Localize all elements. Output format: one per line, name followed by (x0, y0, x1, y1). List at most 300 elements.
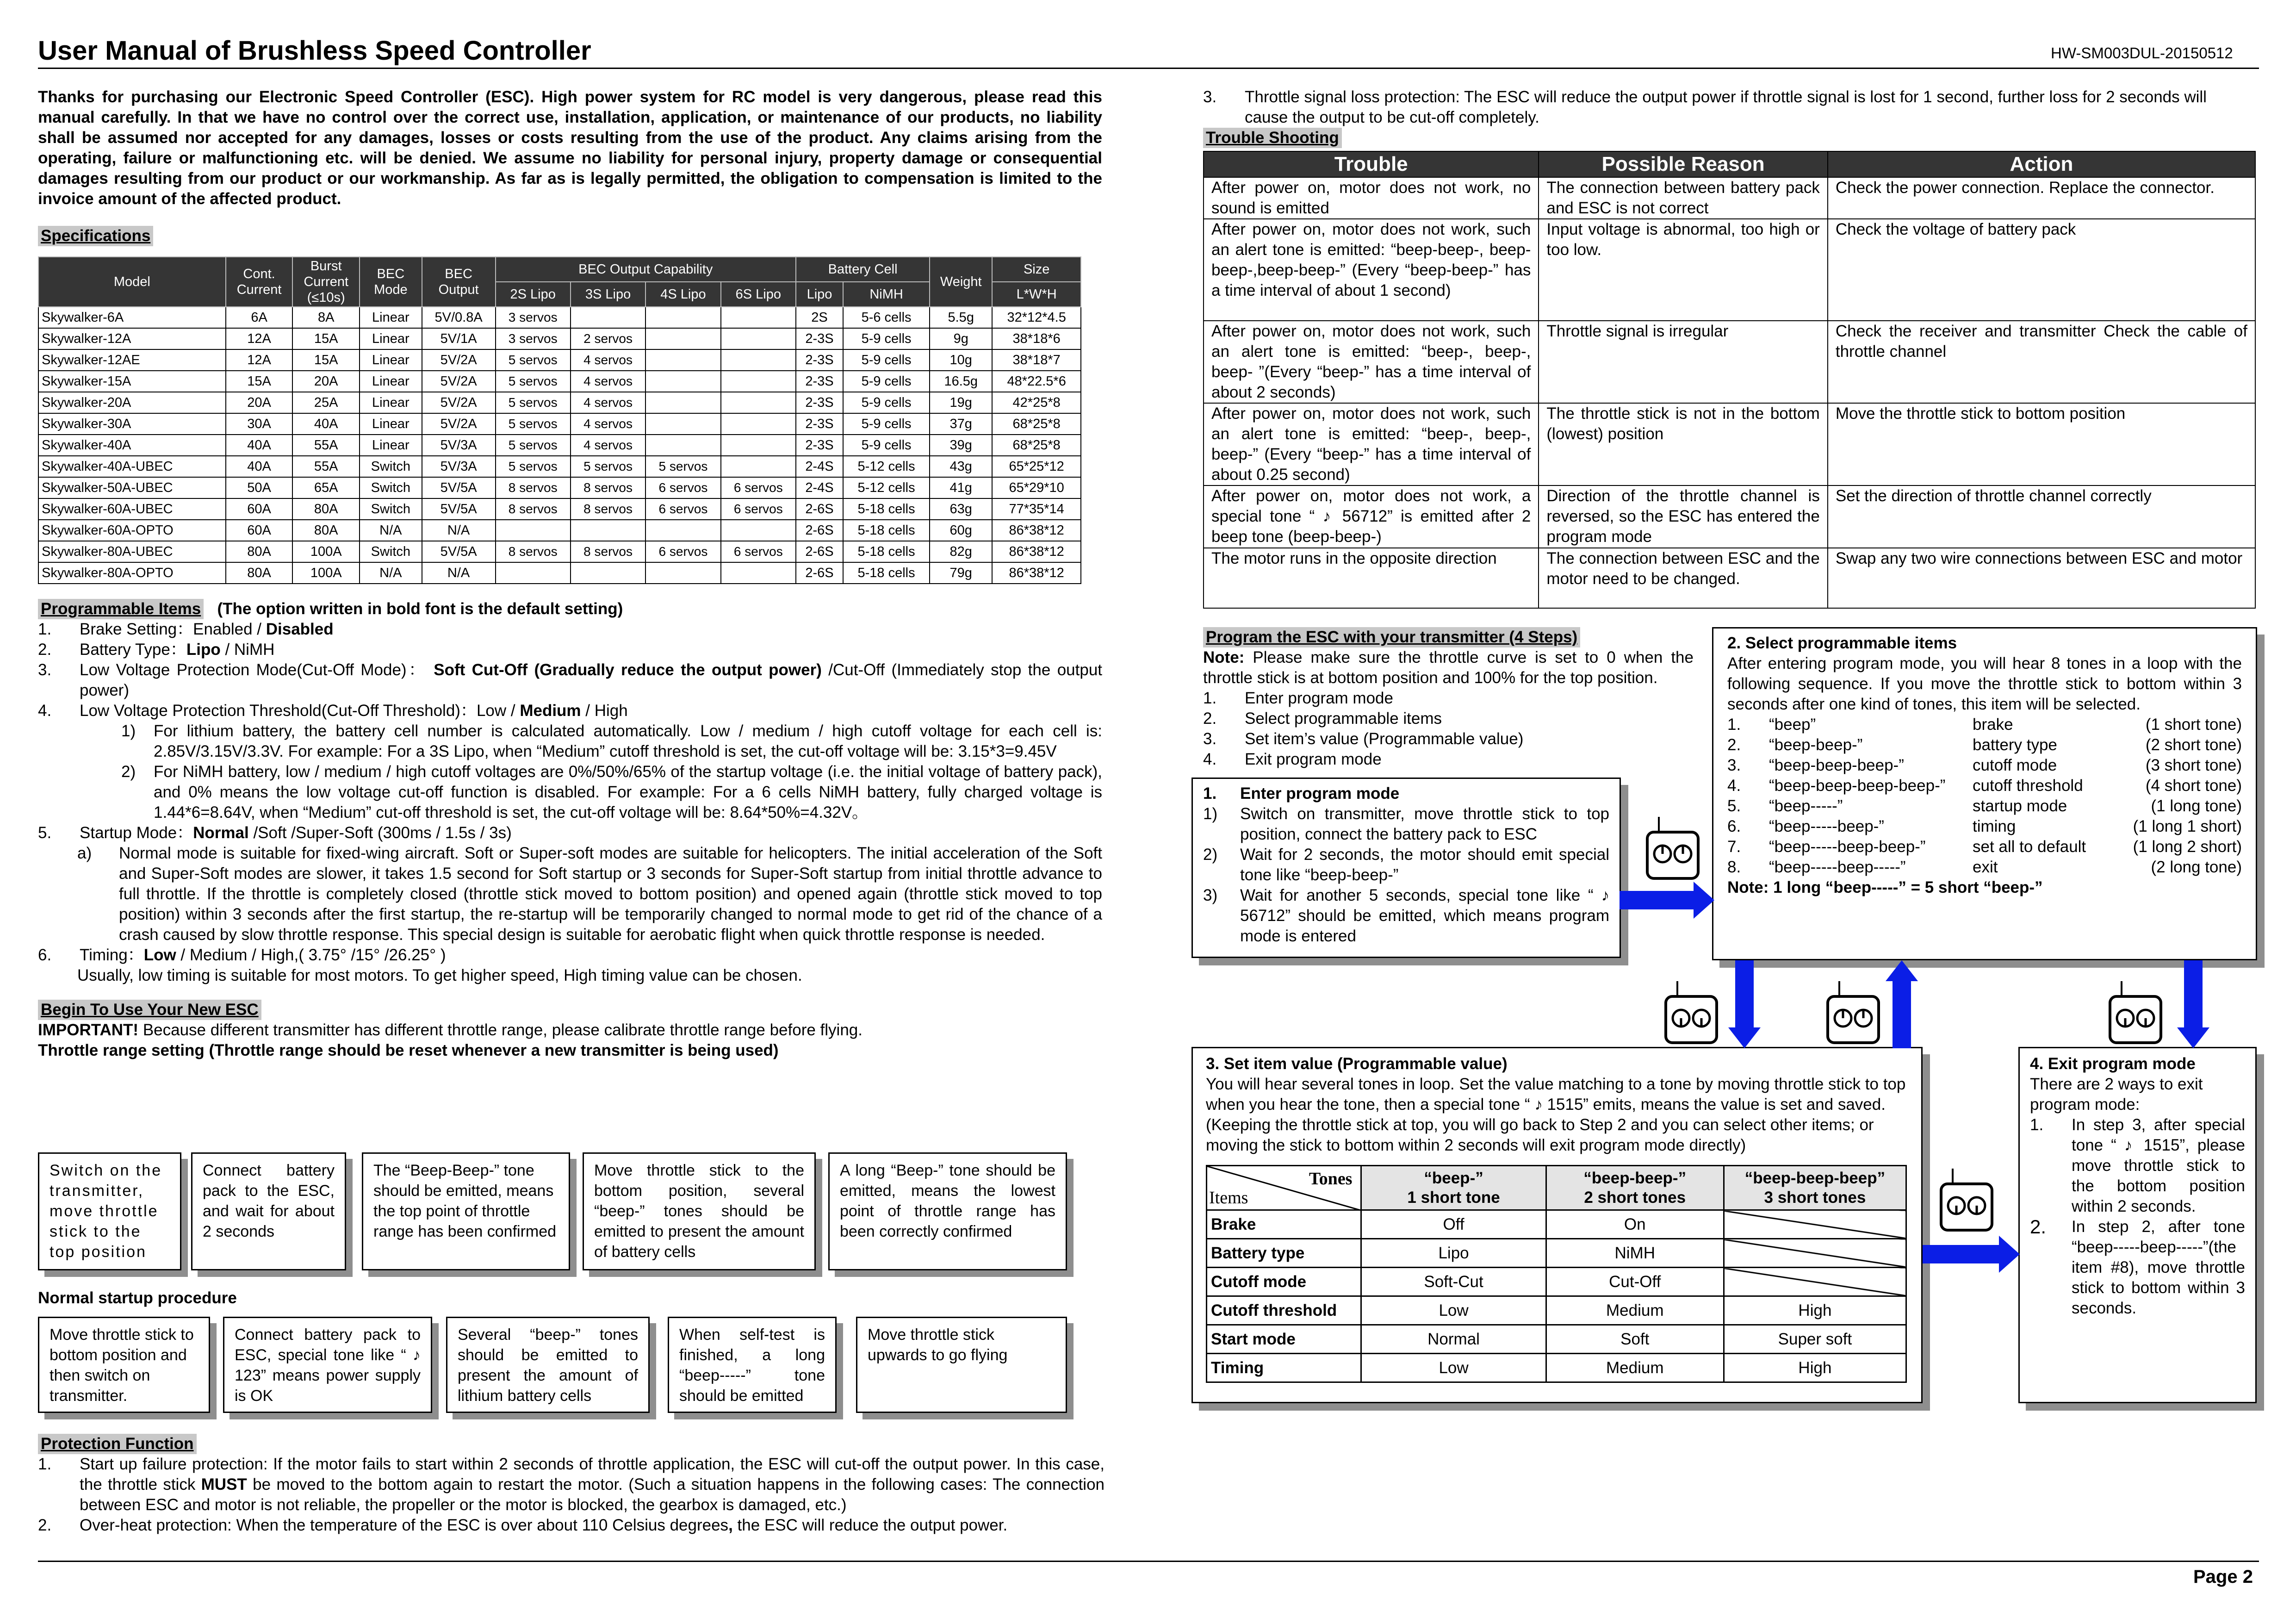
spec-cell: 2-6S (796, 498, 843, 520)
select-item: 3. “beep-beep-beep-” cutoff mode (3 short tone) (1727, 756, 2242, 774)
tones-value-cell: Low (1361, 1296, 1546, 1325)
reason-cell: The connection between ESC and the motor need to be changed. (1539, 548, 1827, 608)
spec-cell: 5-9 cells (843, 349, 930, 371)
exit-method-2: 2. In step 2, after tone “beep-----beep-----”(the item #8), move throttle stick to bottom within 3 seconds. (2030, 1216, 2245, 1317)
spec-cell (645, 371, 720, 392)
arrow-right-2 (1923, 1236, 2022, 1273)
transmitter-icon (2108, 979, 2163, 1048)
protection-item-1: 1. Start up failure protection: If the motor fails to start within 2 seconds of throttle application, the ESC will cut-off the output power. In this case, the throttle stick MUST be moved to the bottom again to restart the motor. (Such a situation happens in the following cases: The connection between ESC and motor is not reliable, the propeller or the motor is blocked, the gearbox is damaged, etc.) (38, 1455, 1105, 1514)
spec-cell: 25A (292, 392, 360, 413)
items-label: Items (1209, 1188, 1248, 1207)
th-4s: 4S Lipo (645, 282, 720, 307)
select-item: 6. “beep-----beep-” timing (1 long 1 short) (1727, 817, 2242, 835)
reason-cell: Input voltage is abnormal, too high or too low. (1539, 219, 1827, 321)
spec-cell: 100A (292, 541, 360, 562)
spec-cell: 5 servos (496, 435, 571, 456)
spec-model-cell: Skywalker-30A (38, 413, 226, 435)
spec-cell: 5-9 cells (843, 392, 930, 413)
range-step-5: A long “Beep-” tone should be emitted, means the lowest point of throttle range has been correctly confirmed (828, 1152, 1067, 1270)
tones-item-cell: Start mode (1207, 1325, 1361, 1354)
normal-step-4: When self-test is finished, a long “beep-----” tone should be emitted (668, 1317, 837, 1413)
select-item: 7. “beep-----beep-beep-” set all to default (1 long 2 short) (1727, 838, 2242, 856)
th-6s: 6S Lipo (721, 282, 796, 307)
trouble-cell: After power on, motor does not work, no sound is emitted (1204, 177, 1539, 219)
th-lipo: Lipo (796, 282, 843, 307)
spec-cell (721, 392, 796, 413)
spec-cell: 5-6 cells (843, 307, 930, 328)
tones-item-cell: Cutoff mode (1207, 1268, 1361, 1296)
spec-cell (645, 562, 720, 584)
protection-heading: Protection Function (38, 1434, 197, 1454)
spec-cell: N/A (360, 562, 422, 584)
spec-cell: 6 servos (645, 477, 720, 498)
select-item: 2. “beep-beep-” battery type (2 short tone) (1727, 736, 2242, 754)
spec-row (38, 349, 1081, 371)
spec-cell: 5V/2A (422, 371, 496, 392)
right-column (1203, 87, 2253, 609)
spec-cell: 5-9 cells (843, 435, 930, 456)
spec-cell: 80A (226, 562, 293, 584)
th-tone-3: “beep-beep-beep” 3 short tones (1724, 1166, 1906, 1210)
spec-cell: 5V/2A (422, 392, 496, 413)
th-lwh: L*W*H (992, 282, 1081, 307)
th-size: Size (992, 257, 1081, 282)
tones-value-cell: High (1724, 1354, 1906, 1382)
spec-cell: 5-18 cells (843, 541, 930, 562)
spec-cell: Switch (360, 477, 422, 498)
spec-cell: Linear (360, 349, 422, 371)
spec-cell: 5-9 cells (843, 413, 930, 435)
select-intro: After entering program mode, you will hear 8 tones in a loop with the following sequence. If you move the throttle stick to bottom within 3 seconds after one kind of tones, this item will be selected. (1727, 654, 2242, 713)
spec-cell: 86*38*12 (992, 541, 1081, 562)
program-step-1: 1. Enter program mode (1203, 689, 1393, 707)
spec-model-cell: Skywalker-60A-OPTO (38, 520, 226, 541)
program-intro: Program the ESC with your transmitter (4 Steps) Note: Please make sure the throttle curve is set to 0 when the throttle stick is at bottom position and 100% for the top position. 1. Enter program mode 2. Select programmable items 3. Set item’s value (Programmable value) 4. Exit program mode (1203, 627, 1694, 770)
header-rule (38, 68, 2259, 69)
spec-row (38, 477, 1081, 498)
spec-cell: N/A (360, 520, 422, 541)
spec-cell: 5V/3A (422, 435, 496, 456)
prog-item-4-sub-1: 1) For lithium battery, the battery cell number is calculated automatically. Low / medium / high cutoff voltage for each cell is: 2.85V/3.15V/3.3V. For example: For a 3S Lipo, when “Medium” cutoff threshold is set, the cut-off voltage will be: 3.15*3=9.45V (121, 722, 1102, 760)
page-number: Page 2 (2193, 1567, 2253, 1587)
spec-cell: Linear (360, 392, 422, 413)
exit-intro: There are 2 ways to exit program mode: (2030, 1075, 2203, 1114)
spec-cell: 20A (226, 392, 293, 413)
spec-cell: 15A (292, 328, 360, 349)
spec-cell: 4 servos (571, 371, 645, 392)
range-step-2: Connect battery pack to the ESC, and wait for about 2 seconds (191, 1152, 346, 1270)
th-bec-output: BEC Output (422, 257, 496, 307)
normal-step-5: Move throttle stick upwards to go flying (856, 1317, 1067, 1413)
tones-value-cell: Cut-Off (1546, 1268, 1724, 1296)
spec-cell: Linear (360, 307, 422, 328)
trouble-cell: After power on, motor does not work, such an alert tone is emitted: “beep-, beep-, beep-” (Every “beep-” has a time interval of about 0.25 second) (1204, 403, 1539, 485)
spec-cell: 5 servos (496, 456, 571, 477)
spec-cell: 39g (930, 435, 992, 456)
spec-cell: 38*18*7 (992, 349, 1081, 371)
spec-row (38, 307, 1081, 328)
spec-cell: 5-18 cells (843, 520, 930, 541)
spec-cell (645, 520, 720, 541)
enter-step-2: 2) Wait for 2 seconds, the motor should emit special tone like “beep-beep-” (1203, 846, 1609, 884)
reason-cell: The throttle stick is not in the bottom (lowest) position (1539, 403, 1827, 485)
th-reason: Possible Reason (1539, 151, 1827, 177)
tones-value-cell (1724, 1239, 1906, 1268)
range-step-4: Move throttle stick to the bottom position, several “beep-” tones should be emitted to present the amount of battery cells (583, 1152, 816, 1270)
programmable-note: (The option written in bold font is the default setting) (217, 600, 623, 618)
prog-item-6-note: Usually, low timing is suitable for most motors. To get higher speed, High timing value can be chosen. (77, 966, 802, 984)
tones-value-cell: Soft-Cut (1361, 1268, 1546, 1296)
spec-cell: N/A (422, 562, 496, 584)
spec-cell: 9g (930, 328, 992, 349)
tones-row (1207, 1239, 1906, 1268)
spec-cell: 5-12 cells (843, 456, 930, 477)
spec-cell: 30A (226, 413, 293, 435)
spec-cell: 5V/5A (422, 498, 496, 520)
arrow-up-1 (1886, 960, 1918, 1051)
spec-cell: Switch (360, 498, 422, 520)
trouble-heading: Trouble Shooting (1203, 128, 1342, 148)
trouble-row (1204, 548, 2255, 608)
spec-cell: 65*29*10 (992, 477, 1081, 498)
tones-item-cell: Brake (1207, 1210, 1361, 1239)
spec-cell: 6 servos (721, 541, 796, 562)
program-step-4: 4. Exit program mode (1203, 750, 1382, 768)
spec-cell: 2-3S (796, 435, 843, 456)
spec-cell (571, 562, 645, 584)
set-value-box (1191, 1047, 1923, 1403)
spec-cell: 8 servos (571, 541, 645, 562)
prog-item-1: 1. Brake Setting：Enabled / Disabled (38, 620, 334, 638)
enter-program-box: 1. Enter program mode 1) Switch on transmitter, move throttle stick to top position, connect the battery pack to ESC 2) Wait for 2 seconds, the motor should emit special tone like “beep-beep-” 3) Wait for another 5 seconds, special tone like “ ♪ 56712” should be emitted, which means program mode is entered (1191, 778, 1621, 958)
spec-cell: 5V/1A (422, 328, 496, 349)
arrow-down-1 (1728, 960, 1761, 1051)
spec-cell (721, 349, 796, 371)
spec-cell: 48*22.5*6 (992, 371, 1081, 392)
spec-cell: 80A (226, 541, 293, 562)
exit-title: 4. Exit program mode (2030, 1055, 2196, 1073)
spec-cell: 86*38*12 (992, 562, 1081, 584)
arrow-right-1 (1620, 882, 1717, 919)
spec-cell: Linear (360, 435, 422, 456)
tones-value-cell: On (1546, 1210, 1724, 1239)
spec-cell: 65*25*12 (992, 456, 1081, 477)
spec-cell: 60A (226, 498, 293, 520)
spec-cell: 2-3S (796, 349, 843, 371)
spec-cell: Linear (360, 328, 422, 349)
tones-table (1206, 1165, 1907, 1383)
spec-row (38, 328, 1081, 349)
th-model: Model (38, 257, 226, 307)
spec-cell: Switch (360, 456, 422, 477)
spec-cell: 8A (292, 307, 360, 328)
spec-cell: N/A (422, 520, 496, 541)
tones-label: Tones (1309, 1169, 1353, 1188)
trouble-row (1204, 485, 2255, 548)
spec-cell: 80A (292, 520, 360, 541)
spec-cell: 2-4S (796, 456, 843, 477)
select-title: 2. Select programmable items (1727, 634, 1957, 652)
spec-cell: 4 servos (571, 413, 645, 435)
transmitter-icon (1663, 979, 1719, 1048)
trouble-row (1204, 321, 2255, 403)
spec-cell: 8 servos (496, 477, 571, 498)
range-step-1: Switch on the transmitter, move throttle stick to the top position (38, 1152, 181, 1270)
spec-cell: 5V/5A (422, 477, 496, 498)
spec-model-cell: Skywalker-20A (38, 392, 226, 413)
trouble-row (1204, 219, 2255, 321)
spec-cell: 5V/5A (422, 541, 496, 562)
spec-cell: 6 servos (645, 498, 720, 520)
spec-cell: 5-18 cells (843, 498, 930, 520)
reason-cell: Throttle signal is irregular (1539, 321, 1827, 403)
spec-cell: 63g (930, 498, 992, 520)
spec-cell: 32*12*4.5 (992, 307, 1081, 328)
spec-row (38, 520, 1081, 541)
spec-cell: 6 servos (721, 477, 796, 498)
spec-cell: 6 servos (645, 541, 720, 562)
spec-cell (645, 392, 720, 413)
spec-cell: 2-3S (796, 392, 843, 413)
spec-row (38, 435, 1081, 456)
spec-cell: 12A (226, 349, 293, 371)
spec-cell (571, 520, 645, 541)
spec-cell: 77*35*14 (992, 498, 1081, 520)
spec-row (38, 562, 1081, 584)
spec-cell: 5 servos (496, 371, 571, 392)
th-bec-mode: BEC Mode (360, 257, 422, 307)
prog-item-2: 2. Battery Type：Lipo / NiMH (38, 641, 275, 659)
reason-cell: The connection between battery pack and ESC is not correct (1539, 177, 1827, 219)
spec-model-cell: Skywalker-80A-UBEC (38, 541, 226, 562)
spec-cell: 2S (796, 307, 843, 328)
select-item: 5. “beep-----” startup mode (1 long tone) (1727, 797, 2242, 815)
left-column (38, 87, 1102, 1061)
spec-cell: 15A (292, 349, 360, 371)
select-item: 1. “beep” brake (1 short tone) (1727, 716, 2242, 734)
spec-cell (571, 307, 645, 328)
enter-step-1: 1) Switch on transmitter, move throttle stick to top position, connect the battery pack to ESC (1203, 805, 1609, 843)
spec-cell: 55A (292, 435, 360, 456)
trouble-row (1204, 403, 2255, 485)
spec-cell: 40A (226, 435, 293, 456)
spec-cell (721, 307, 796, 328)
spec-cell: 42*25*8 (992, 392, 1081, 413)
transmitter-icon (1645, 815, 1700, 884)
spec-cell: 2-3S (796, 413, 843, 435)
tones-value-cell: Lipo (1361, 1239, 1546, 1268)
spec-cell: 60A (226, 520, 293, 541)
th-battery-cell: Battery Cell (796, 257, 930, 282)
transmitter-icon (1939, 1166, 1994, 1236)
th-action: Action (1828, 151, 2255, 177)
prog-item-4: 4. Low Voltage Protection Threshold(Cut-Off Threshold)：Low / Medium / High (38, 702, 628, 720)
prog-item-5: 5. Startup Mode：Normal /Soft /Super-Soft (300ms / 1.5s / 3s) (38, 824, 512, 842)
enter-step-3: 3) Wait for another 5 seconds, special tone like “ ♪ 56712” should be emitted, which means program mode is entered (1203, 886, 1609, 945)
select-note: Note: 1 long “beep-----” = 5 short “beep-” (1727, 878, 2043, 896)
spec-cell: 68*25*8 (992, 413, 1081, 435)
spec-model-cell: Skywalker-12AE (38, 349, 226, 371)
prog-item-6: 6. Timing：Low / Medium / High,( 3.75° /15° /26.25° ) (38, 946, 446, 964)
range-step-3: The “Beep-Beep-” tone should be emitted, means the top point of throttle range has been confirmed (362, 1152, 570, 1270)
spec-cell: 2-4S (796, 477, 843, 498)
spec-cell: 5V/3A (422, 456, 496, 477)
tones-item-cell: Battery type (1207, 1239, 1361, 1268)
spec-model-cell: Skywalker-50A-UBEC (38, 477, 226, 498)
spec-cell: 4 servos (571, 435, 645, 456)
spec-cell: 5V/2A (422, 349, 496, 371)
specifications-heading: Specifications (38, 226, 153, 246)
tones-row (1207, 1268, 1906, 1296)
spec-cell: 40A (226, 456, 293, 477)
spec-cell: 6A (226, 307, 293, 328)
spec-cell: 5-18 cells (843, 562, 930, 584)
tones-row (1207, 1210, 1906, 1239)
action-cell: Check the power connection. Replace the connector. (1828, 177, 2255, 219)
spec-cell (721, 520, 796, 541)
spec-cell: 38*18*6 (992, 328, 1081, 349)
tones-value-cell: NiMH (1546, 1239, 1724, 1268)
program-heading: Program the ESC with your transmitter (4 Steps) (1203, 627, 1580, 647)
spec-cell (721, 371, 796, 392)
tones-value-cell: Soft (1546, 1325, 1724, 1354)
spec-cell: 5V/2A (422, 413, 496, 435)
action-cell: Check the receiver and transmitter Check the cable of throttle channel (1828, 321, 2255, 403)
spec-cell: 2 servos (571, 328, 645, 349)
spec-cell: 4 servos (571, 392, 645, 413)
th-cont: Cont. Current (226, 257, 293, 307)
select-item: 4. “beep-beep-beep-beep-” cutoff threshold (4 short tone) (1727, 777, 2242, 795)
spec-cell: 80A (292, 498, 360, 520)
action-cell: Set the direction of throttle channel correctly (1828, 485, 2255, 548)
spec-cell: 5 servos (496, 349, 571, 371)
th-burst: Burst Current (≤10s) (292, 257, 360, 307)
tones-row (1207, 1325, 1906, 1354)
spec-model-cell: Skywalker-40A (38, 435, 226, 456)
spec-cell: 5 servos (645, 456, 720, 477)
th-nimh: NiMH (843, 282, 930, 307)
transmitter-icon (1825, 979, 1881, 1048)
spec-cell: 8 servos (571, 498, 645, 520)
normal-step-3: Several “beep-” tones should be emitted to present the amount of lithium battery cells (446, 1317, 650, 1413)
normal-startup-heading: Normal startup procedure (38, 1289, 237, 1307)
spec-cell: 82g (930, 541, 992, 562)
spec-cell: 5.5g (930, 307, 992, 328)
tones-value-cell: Off (1361, 1210, 1546, 1239)
spec-model-cell: Skywalker-6A (38, 307, 226, 328)
spec-cell: 43g (930, 456, 992, 477)
trouble-cell: After power on, motor does not work, such an alert tone is emitted: “beep-, beep-, beep- ”(Every “beep-” has a time interval of about 2 seconds) (1204, 321, 1539, 403)
tones-value-cell: Medium (1546, 1296, 1724, 1325)
th-trouble: Trouble (1204, 151, 1539, 177)
tones-item-cell: Timing (1207, 1354, 1361, 1382)
spec-cell (496, 562, 571, 584)
spec-row (38, 371, 1081, 392)
spec-cell: Linear (360, 371, 422, 392)
specifications-table (38, 256, 1081, 584)
spec-cell: 19g (930, 392, 992, 413)
spec-cell (721, 456, 796, 477)
spec-model-cell: Skywalker-40A-UBEC (38, 456, 226, 477)
tones-value-cell: Normal (1361, 1325, 1546, 1354)
set-text: You will hear several tones in loop. Set the value matching to a tone by moving throttle stick to top when you hear the tone, then a special tone “ ♪ 1515” emits, means the value is set and saved. (Keeping the throttle stick at top, you will go back to Step 2 and you can select other items; or moving the stick to bottom within 2 seconds will exit program mode directly) (1206, 1075, 1906, 1154)
spec-cell: 2-6S (796, 562, 843, 584)
reason-cell: Direction of the throttle channel is reversed, so the ESC has entered the program mode (1539, 485, 1827, 548)
select-item: 8. “beep-----beep-----” exit (2 long tone) (1727, 858, 2242, 876)
normal-step-2: Connect battery pack to ESC, special tone like “ ♪ 123” means power supply is OK (223, 1317, 432, 1413)
spec-cell: 5 servos (571, 456, 645, 477)
trouble-cell: The motor runs in the opposite direction (1204, 548, 1539, 608)
action-cell: Check the voltage of battery pack (1828, 219, 2255, 321)
spec-cell: 15A (226, 371, 293, 392)
protection-item-3: 3. Throttle signal loss protection: The ESC will reduce the output power if throttle signal is lost for 1 second, further loss for 2 seconds will cause the output to be cut-off completely. (1203, 88, 2207, 126)
program-step-3: 3. Set item’s value (Programmable value) (1203, 730, 1524, 748)
tones-value-cell: High (1724, 1296, 1906, 1325)
spec-cell: 86*38*12 (992, 520, 1081, 541)
spec-cell (721, 328, 796, 349)
spec-cell: 37g (930, 413, 992, 435)
trouble-row (1204, 177, 2255, 219)
spec-cell: Switch (360, 541, 422, 562)
spec-cell (645, 413, 720, 435)
spec-row (38, 541, 1081, 562)
spec-cell (645, 349, 720, 371)
tones-corner (1207, 1166, 1361, 1210)
spec-cell (721, 562, 796, 584)
tones-value-cell (1724, 1268, 1906, 1296)
th-3s: 3S Lipo (571, 282, 645, 307)
spec-cell: 16.5g (930, 371, 992, 392)
th-tone-2: “beep-beep-” 2 short tones (1546, 1166, 1724, 1210)
spec-cell: 79g (930, 562, 992, 584)
prog-item-5-sub: a) Normal mode is suitable for fixed-wing aircraft. Soft or Super-soft modes are suitable for helicopters. The initial acceleration of the Soft and Super-Soft modes are slower, it takes 1.5 second for Soft startup or 3 seconds for Super-Soft startup from initial throttle advance to full throttle. If the throttle is completely closed (throttle stick moved to bottom position) and opened again (throttle stick moved to top position) within 3 seconds after the first startup, the re-startup will be temporarily changed to normal mode to get rid of the chance of a crash caused by slow throttle response. This special design is suitable for aerobatic flight when quick throttle response is needed. (77, 844, 1102, 944)
spec-cell: 41g (930, 477, 992, 498)
spec-model-cell: Skywalker-80A-OPTO (38, 562, 226, 584)
spec-cell: 5 servos (496, 392, 571, 413)
tones-item-cell: Cutoff threshold (1207, 1296, 1361, 1325)
tones-row (1207, 1296, 1906, 1325)
spec-cell: Linear (360, 413, 422, 435)
arrow-down-2 (2177, 960, 2209, 1051)
programmable-items-heading: Programmable Items (38, 599, 204, 619)
spec-cell: 3 servos (496, 328, 571, 349)
spec-cell: 2-6S (796, 520, 843, 541)
spec-cell: 68*25*8 (992, 435, 1081, 456)
prog-item-4-sub-2: 2) For NiMH battery, low / medium / high cutoff voltages are 0%/50%/65% of the startup voltage (i.e. the initial voltage of battery pack), and 0% means the low voltage cut-off function is disabled. For example: For a 6 cells NiMH battery, fully charged voltage is 1.44*6=8.64V, when “Medium” cut-off threshold is set, the cut-off voltage will be: 8.64*50%=4.32V。 (121, 763, 1102, 821)
tones-row (1207, 1354, 1906, 1382)
spec-cell (645, 307, 720, 328)
spec-cell: 8 servos (496, 498, 571, 520)
exit-program-box (2018, 1047, 2257, 1403)
spec-cell: 12A (226, 328, 293, 349)
spec-model-cell: Skywalker-15A (38, 371, 226, 392)
select-items-box (1712, 627, 2257, 960)
spec-cell: 8 servos (571, 477, 645, 498)
spec-cell: 10g (930, 349, 992, 371)
spec-cell: 5-9 cells (843, 328, 930, 349)
spec-cell: 5V/0.8A (422, 307, 496, 328)
spec-cell: 5-12 cells (843, 477, 930, 498)
spec-cell (645, 328, 720, 349)
spec-cell: 2-3S (796, 328, 843, 349)
spec-cell: 2-6S (796, 541, 843, 562)
trouble-table (1203, 151, 2256, 609)
trouble-cell: After power on, motor does not work, such an alert tone is emitted: “beep-beep-, beep-beep-,beep-beep-” (Every “beep-beep-” has a time interval of about 1 second) (1204, 219, 1539, 321)
spec-cell: 20A (292, 371, 360, 392)
trouble-cell: After power on, motor does not work, a special tone “ ♪ 56712” is emitted after 2 beep tone (beep-beep-) (1204, 485, 1539, 548)
enter-title: Enter program mode (1240, 784, 1400, 803)
action-cell: Swap any two wire connections between ESC and motor (1828, 548, 2255, 608)
